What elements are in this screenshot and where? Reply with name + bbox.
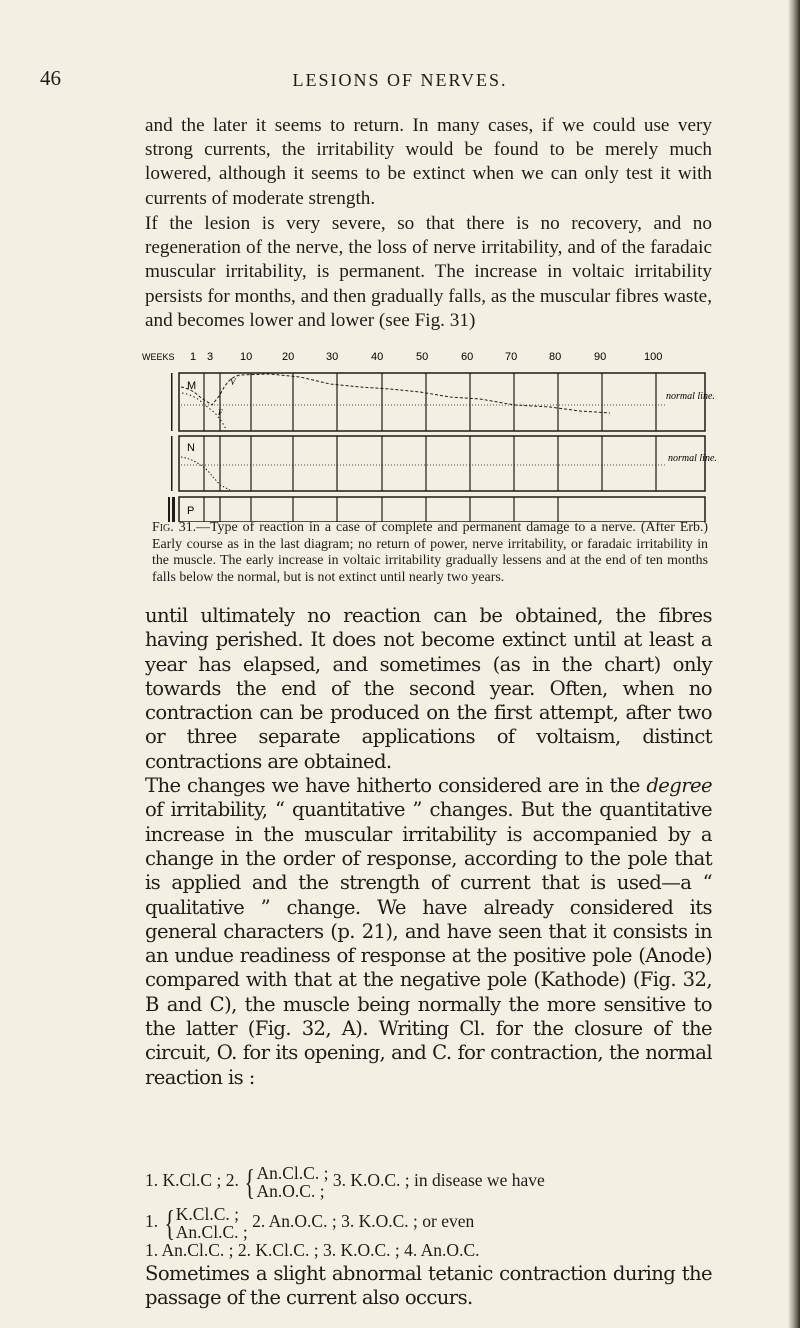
axis-label-weeks: WEEKS bbox=[142, 352, 175, 362]
week-tick-40: 40 bbox=[371, 351, 384, 363]
week-tick-50: 50 bbox=[416, 351, 429, 363]
week-tick-1: 1 bbox=[190, 351, 197, 363]
week-tick-70: 70 bbox=[505, 351, 518, 363]
week-tick-90: 90 bbox=[594, 351, 607, 363]
equation-disease: 1. {K.Cl.C. ; An.Cl.C. ; 2. An.O.C. ; 3. K.O.C. ; or even bbox=[145, 1203, 475, 1243]
p-marker bbox=[172, 497, 175, 522]
running-head: LESIONS OF NERVES. bbox=[292, 70, 508, 90]
week-tick-20: 20 bbox=[282, 351, 295, 363]
equation-even: 1. An.Cl.C. ; 2. K.Cl.C. ; 3. K.O.C. ; 4. An.O.C. bbox=[145, 1240, 480, 1260]
week-ticks bbox=[190, 351, 662, 363]
paragraph-1: and the later it seems to return. In many cases, if we could use very strong currents, the irritability would be found to be merely much lowered, although it seems to be extinct when we can only test it with currents of moderate strength. bbox=[145, 115, 712, 209]
caption-label: Fig. 31. bbox=[152, 520, 197, 535]
row-label-m: M bbox=[187, 380, 197, 392]
m-mark-v: V bbox=[230, 377, 236, 387]
m-voltaic-curve bbox=[181, 374, 610, 413]
page-number: 46 bbox=[40, 66, 61, 90]
m-mark-f: F bbox=[218, 408, 223, 417]
paragraph-2: If the lesion is very severe, so that there is no recovery, and no regeneration of the nerve, the loss of nerve irritability, and of the faradaic muscular irritability, is permanent. The increase in voltaic irritability persists for months, and then gradually falls, as the muscular fibres waste, and becomes lower and lower (see Fig. 31) bbox=[145, 213, 712, 331]
row-label-n: N bbox=[187, 442, 195, 454]
n-curve bbox=[181, 457, 230, 490]
paragraph-5: Sometimes a slight abnormal tetanic contraction during the passage of the current also occurs. bbox=[145, 1262, 712, 1310]
week-tick-100: 100 bbox=[644, 351, 663, 363]
caption-text: —Type of reaction in a case of complete and permanent damage to a nerve. (After Erb.) Early course as in the last diagram; no return of power, nerve irritability, or faradaic irritability in the muscle. The early increase in voltaic irritability gradually lessens and at the end of ten months falls below the normal, but is not extinct until nearly two years. bbox=[152, 520, 709, 585]
panel-n bbox=[179, 436, 705, 491]
week-tick-30: 30 bbox=[326, 351, 339, 363]
emphasis-degree: degree bbox=[646, 774, 712, 798]
figure-caption bbox=[152, 520, 708, 586]
week-tick-3: 3 bbox=[207, 351, 214, 363]
page-edge-shadow bbox=[788, 0, 800, 1328]
figure-31-chart bbox=[140, 347, 720, 522]
week-tick-10: 10 bbox=[240, 351, 253, 363]
row-label-p: P bbox=[187, 505, 195, 517]
panel-p bbox=[179, 497, 705, 522]
week-tick-60: 60 bbox=[461, 351, 474, 363]
paragraph-3: until ultimately no reaction can be obtained, the fibres having perished. It does not become extinct until at least a year has elapsed, and sometimes (as in the chart) only towards the end of the second year. Often, when no contraction can be produced on the first attempt, after two or three separate applications of voltaism, distinct contractions are obtained. bbox=[145, 604, 712, 773]
n-normal-line-label: normal line. bbox=[668, 453, 717, 464]
body-text bbox=[145, 604, 712, 1090]
week-tick-80: 80 bbox=[549, 351, 562, 363]
paragraph-4: The changes we have hitherto considered are in the degree of irritability, “ quantitative ” changes. But the quantitative increase in the muscular irritability is accompanied by a change in the order of response, according to the pole that is applied and the strength of current that is used—a “ qualitative ” change. We have already considered its general characters (p. 21), and have seen that it consists in an undue readiness of response at the positive pole (Anode) compared with that at the negative pole (Kathode) (Fig. 32, B and C), the muscle being normally the more sensitive to the latter (Fig. 32, A). Writing Cl. for the closure of the circuit, O. for its opening, and C. for contraction, the normal reaction is : bbox=[145, 774, 712, 1089]
equation-normal: 1. K.Cl.C ; 2. {An.Cl.C. ; An.O.C. ; 3. K.O.C. ; in disease we have bbox=[145, 1162, 545, 1202]
m-normal-line-label: normal line. bbox=[666, 391, 715, 402]
panel-m bbox=[179, 373, 705, 431]
